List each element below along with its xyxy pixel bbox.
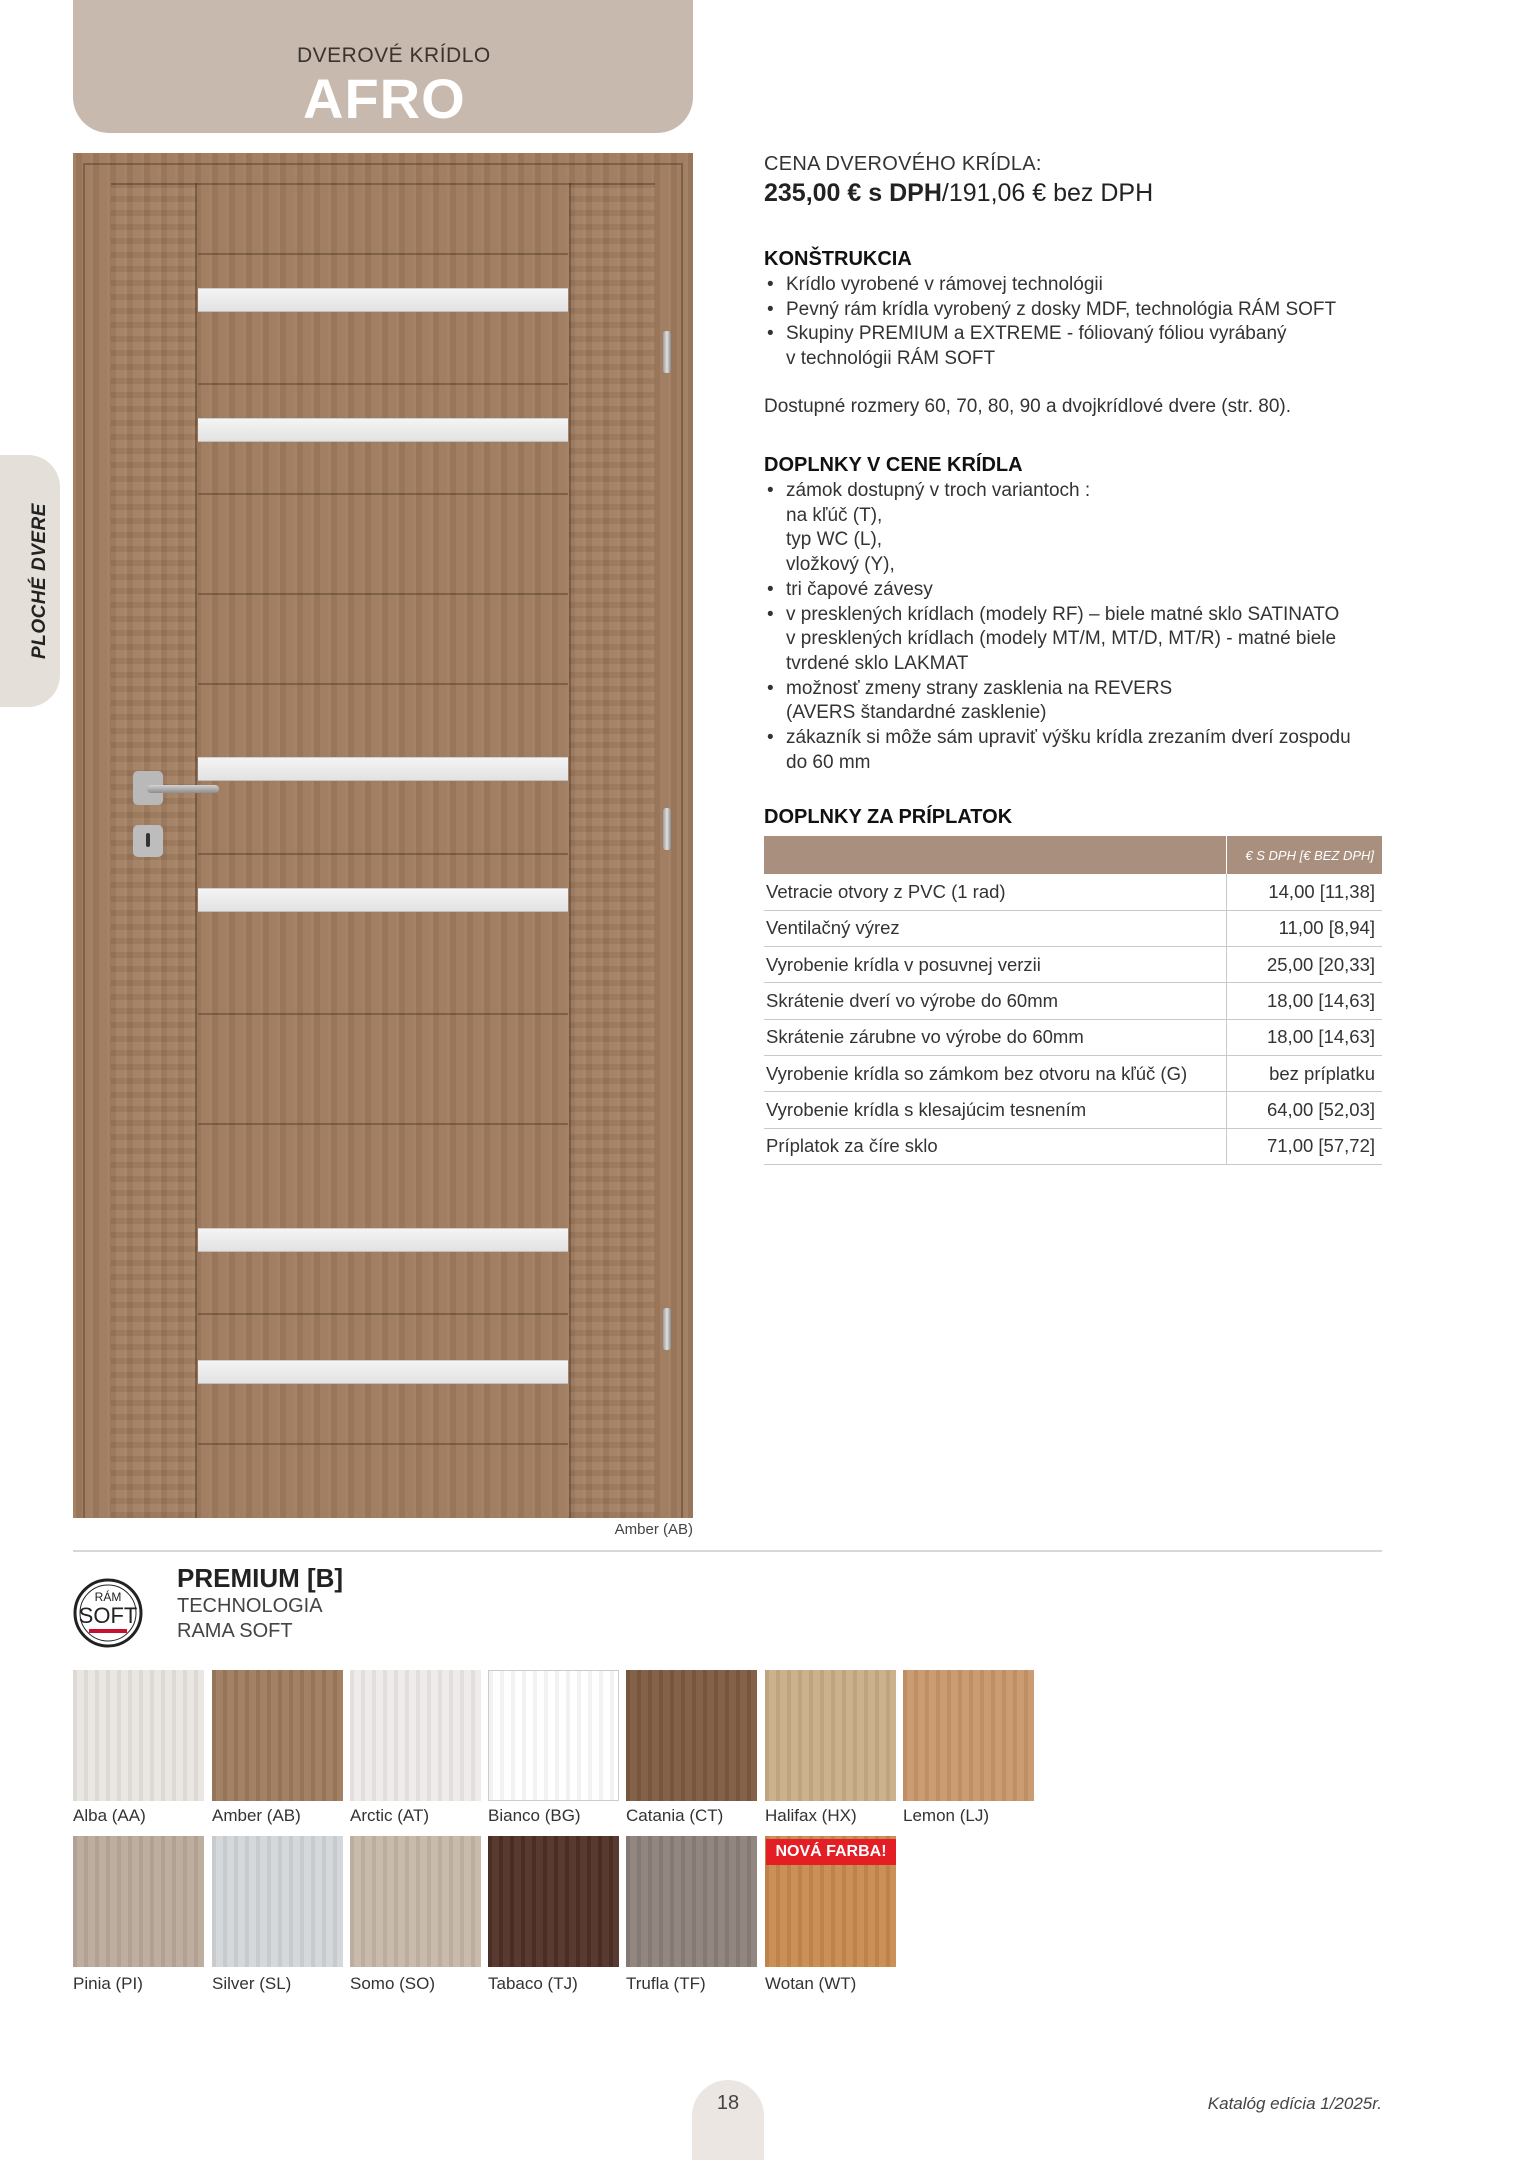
included-extras-title: DOPLNKY V CENE KRÍDLA bbox=[764, 454, 1023, 476]
color-swatch-label: Trufla (TF) bbox=[626, 1974, 706, 1993]
ram-soft-logo bbox=[73, 1567, 143, 1659]
door-caption: Amber (AB) bbox=[614, 1521, 693, 1538]
color-swatch-label: Catania (CT) bbox=[626, 1806, 724, 1825]
door-top-rail bbox=[111, 183, 655, 185]
door-plank-line bbox=[198, 493, 568, 495]
door-glass-strip bbox=[198, 1228, 568, 1252]
included-extras-list bbox=[764, 479, 1404, 775]
door-plank-line bbox=[198, 1123, 568, 1125]
door-glass-strip bbox=[198, 888, 568, 912]
door-handle-icon bbox=[147, 785, 219, 793]
color-swatch bbox=[488, 1670, 619, 1801]
extra-name: Skrátenie dverí vo výrobe do 60mm bbox=[764, 983, 1226, 1019]
door-plank-line bbox=[198, 253, 568, 255]
door-glass-strip bbox=[198, 757, 568, 781]
door-right-stile bbox=[569, 183, 655, 1518]
color-swatch-label: Tabaco (TJ) bbox=[488, 1974, 578, 1993]
list-item: • Skupiny PREMIUM a EXTREME - fóliovaný fóliou vyrábaný v technológii RÁM SOFT bbox=[764, 322, 1404, 371]
color-swatch bbox=[73, 1670, 204, 1801]
door-plank-line bbox=[198, 1313, 568, 1315]
paid-extras-title: DOPLNKY ZA PRÍPLATOK bbox=[764, 806, 1013, 828]
door-plank-line bbox=[198, 853, 568, 855]
table-row bbox=[764, 1128, 1382, 1164]
list-item: • možnosť zmeny strany zasklenia na REVERS (AVERS štandardné zasklenie) bbox=[764, 677, 1404, 726]
door-image bbox=[73, 153, 693, 1518]
table-row bbox=[764, 983, 1382, 1019]
color-swatch-label: Pinia (PI) bbox=[73, 1974, 143, 1993]
door-glass-strip bbox=[198, 1360, 568, 1384]
color-swatch bbox=[903, 1670, 1034, 1801]
list-item: • zákazník si môže sám upraviť výšku krídla zrezaním dverí zospodu do 60 mm bbox=[764, 726, 1404, 775]
technology-title: PREMIUM [B] bbox=[177, 1563, 344, 1593]
logo-top-text: RÁM bbox=[94, 1590, 122, 1604]
extra-price: 71,00 [57,72] bbox=[1226, 1128, 1382, 1164]
color-swatch bbox=[765, 1670, 896, 1801]
extra-name: Ventilačný výrez bbox=[764, 910, 1226, 946]
color-swatch-label: Halifax (HX) bbox=[765, 1806, 857, 1825]
door-plank-line bbox=[198, 683, 568, 685]
table-row bbox=[764, 947, 1382, 983]
table-row bbox=[764, 874, 1382, 910]
paid-extras-table bbox=[764, 836, 1382, 1165]
color-swatch-label: Amber (AB) bbox=[212, 1806, 301, 1825]
color-swatch-label: Silver (SL) bbox=[212, 1974, 292, 1993]
table-row bbox=[764, 1055, 1382, 1091]
door-plank-line bbox=[198, 383, 568, 385]
color-swatch bbox=[73, 1836, 204, 1967]
color-swatch-label: Arctic (AT) bbox=[350, 1806, 430, 1825]
color-swatch-label: Alba (AA) bbox=[73, 1806, 146, 1825]
color-swatch bbox=[350, 1836, 481, 1967]
extra-price: 11,00 [8,94] bbox=[1226, 910, 1382, 946]
keyhole-icon bbox=[133, 825, 163, 857]
extra-price: 25,00 [20,33] bbox=[1226, 947, 1382, 983]
list-item: • v presklených krídlach (modely RF) – biele matné sklo SATINATO v presklených krídlach (modely MT/M, MT/D, MT/R) - matné biele tvrdené sklo LAKMAT bbox=[764, 603, 1404, 677]
price-with-vat: 235,00 € s DPH bbox=[764, 179, 942, 207]
table-row bbox=[764, 1092, 1382, 1128]
available-sizes: Dostupné rozmery 60, 70, 80, 90 a dvojkrídlové dvere (str. 80). bbox=[764, 396, 1291, 417]
extra-price: bez príplatku bbox=[1226, 1055, 1382, 1091]
header-subtitle: DVEROVÉ KRÍDLO bbox=[297, 44, 491, 67]
product-title: AFRO bbox=[303, 67, 466, 130]
extra-name: Vyrobenie krídla so zámkom bez otvoru na kľúč (G) bbox=[764, 1055, 1226, 1091]
header-tab bbox=[73, 0, 693, 133]
extra-name: Príplatok za číre sklo bbox=[764, 1128, 1226, 1164]
technology-line: TECHNOLOGIA bbox=[177, 1595, 323, 1617]
table-header-cell bbox=[764, 836, 1226, 874]
color-swatch-label: Lemon (LJ) bbox=[903, 1806, 989, 1825]
construction-list bbox=[764, 273, 1404, 372]
price-label: CENA DVEROVÉHO KRÍDLA: bbox=[764, 153, 1042, 175]
hinge-icon bbox=[663, 331, 671, 373]
category-side-tab bbox=[0, 455, 60, 707]
extra-price: 64,00 [52,03] bbox=[1226, 1092, 1382, 1128]
technology-line: RAMA SOFT bbox=[177, 1620, 293, 1642]
extra-name: Skrátenie zárubne vo výrobe do 60mm bbox=[764, 1019, 1226, 1055]
extra-price: 18,00 [14,63] bbox=[1226, 1019, 1382, 1055]
category-label: PLOCHÉ DVERE bbox=[29, 503, 50, 659]
color-swatch bbox=[626, 1670, 757, 1801]
door-plank-line bbox=[198, 1013, 568, 1015]
color-swatch bbox=[488, 1836, 619, 1967]
list-item: • zámok dostupný v troch variantoch : na kľúč (T), typ WC (L), vložkový (Y), bbox=[764, 479, 1404, 578]
table-header-row bbox=[764, 836, 1382, 874]
table-row bbox=[764, 1019, 1382, 1055]
list-item: • tri čapové závesy bbox=[764, 578, 1404, 603]
color-swatch-label: Somo (SO) bbox=[350, 1974, 436, 1993]
color-swatch bbox=[350, 1670, 481, 1801]
logo-main-text: SOFT bbox=[78, 1603, 138, 1628]
door-glass-strip bbox=[198, 418, 568, 442]
door-plank-line bbox=[198, 593, 568, 595]
color-swatch bbox=[626, 1836, 757, 1967]
page-number: 18 bbox=[716, 2092, 740, 2114]
extra-name: Vyrobenie krídla s klesajúcim tesnením bbox=[764, 1092, 1226, 1128]
technology-subtitle bbox=[177, 1594, 323, 1644]
color-swatch-label: Bianco (BG) bbox=[488, 1806, 581, 1825]
list-item: • Krídlo vyrobené v rámovej technológii bbox=[764, 273, 1404, 298]
color-swatch bbox=[212, 1836, 343, 1967]
door-glass-strip bbox=[198, 288, 568, 312]
price bbox=[764, 179, 1153, 208]
section-divider bbox=[73, 1550, 1382, 1552]
extra-price: 14,00 [11,38] bbox=[1226, 874, 1382, 910]
color-swatch bbox=[212, 1670, 343, 1801]
extra-name: Vetracie otvory z PVC (1 rad) bbox=[764, 874, 1226, 910]
hinge-icon bbox=[663, 1308, 671, 1350]
new-color-badge: NOVÁ FARBA! bbox=[766, 1839, 896, 1865]
extra-name: Vyrobenie krídla v posuvnej verzii bbox=[764, 947, 1226, 983]
door-plank-line bbox=[198, 1443, 568, 1445]
construction-title: KONŠTRUKCIA bbox=[764, 248, 912, 270]
price-without-vat: /191,06 € bez DPH bbox=[941, 179, 1154, 207]
catalog-edition: Katalóg edícia 1/2025r. bbox=[1207, 2094, 1382, 2113]
table-row bbox=[764, 910, 1382, 946]
list-item: • Pevný rám krídla vyrobený z dosky MDF, technológia RÁM SOFT bbox=[764, 298, 1404, 323]
hinge-icon bbox=[663, 808, 671, 850]
color-swatch-label: Wotan (WT) bbox=[765, 1974, 857, 1993]
price-column-header: € S DPH [€ BEZ DPH] bbox=[1226, 836, 1382, 874]
extra-price: 18,00 [14,63] bbox=[1226, 983, 1382, 1019]
